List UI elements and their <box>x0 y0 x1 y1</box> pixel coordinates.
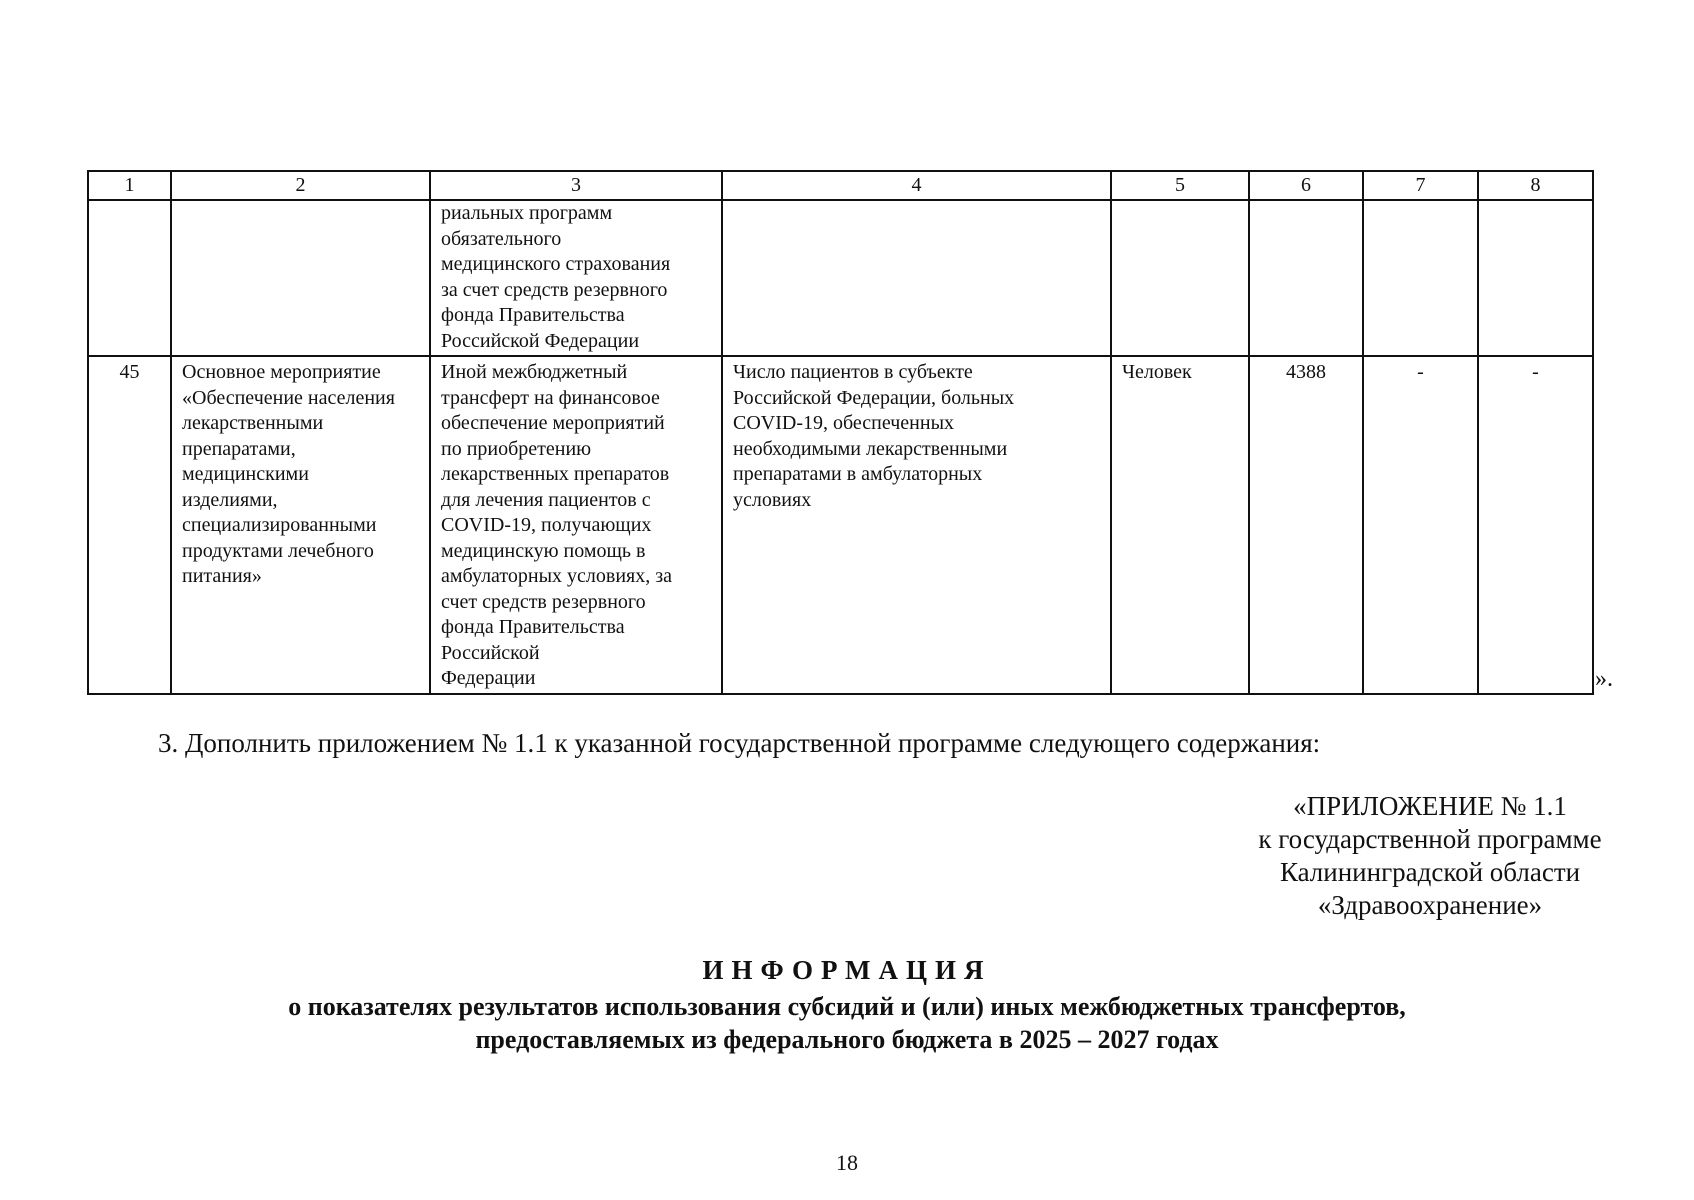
header-cell: 7 <box>1363 171 1478 200</box>
table-cell <box>1363 200 1478 356</box>
header-cell: 4 <box>722 171 1111 200</box>
table-cell <box>1478 200 1593 356</box>
info-title: ИНФОРМАЦИЯ <box>702 955 992 985</box>
appendix-line: «ПРИЛОЖЕНИЕ № 1.1 <box>1293 791 1567 821</box>
indicators-table <box>87 170 1594 695</box>
table-row <box>88 200 1593 356</box>
info-subtitle-line: о показателях результатов использования субсидий и (или) иных межбюджетных трансфертов, <box>288 992 1406 1021</box>
table-cell <box>171 200 430 356</box>
table-header-row <box>88 171 1593 200</box>
header-cell: 3 <box>430 171 722 200</box>
header-cell: 2 <box>171 171 430 200</box>
value-cell: - <box>1478 356 1593 694</box>
value-cell: 4388 <box>1249 356 1363 694</box>
value-cell: - <box>1363 356 1478 694</box>
info-subtitle-line: предоставляемых из федерального бюджета в 2025 – 2027 годах <box>475 1025 1219 1054</box>
unit-cell: Человек <box>1111 356 1249 694</box>
appendix-header <box>1200 790 1660 922</box>
closing-quote: ». <box>1595 666 1613 692</box>
header-cell: 8 <box>1478 171 1593 200</box>
table-row <box>88 356 1593 694</box>
transfer-cell: Иной межбюджетный трансферт на финансовое обеспечение мероприятий по приобретению лекарственных препаратов для лечения пациентов с COVID-19, получающих медицинскую помощь в амбулаторных условиях, за счет средств резервного фонда Правительства Российской Федерации <box>430 356 722 694</box>
indicator-cell: Число пациентов в субъекте Российской Федерации, больных COVID-19, обеспеченных необходимыми лекарственными препаратами в амбулаторных условиях <box>722 356 1111 694</box>
transfer-cell: риальных программ обязательного медицинского страхования за счет средств резервного фонда Правительства Российской Федерации <box>430 200 722 356</box>
table-cell <box>722 200 1111 356</box>
table-cell <box>1249 200 1363 356</box>
appendix-line: «Здравоохранение» <box>1317 890 1543 920</box>
table-cell <box>88 200 171 356</box>
paragraph-3: 3. Дополнить приложением № 1.1 к указанной государственной программе следующего содержания: <box>158 728 1321 758</box>
info-subtitle <box>0 990 1694 1056</box>
header-cell: 1 <box>88 171 171 200</box>
page-number: 18 <box>836 1150 858 1175</box>
event-cell: Основное мероприятие «Обеспечение населения лекарственными препаратами, медицинскими изделиями, специализированными продуктами лечебного питания» <box>171 356 430 694</box>
header-cell: 5 <box>1111 171 1249 200</box>
row-number-cell: 45 <box>88 356 171 694</box>
table-cell <box>1111 200 1249 356</box>
appendix-line: Калининградской области <box>1279 857 1581 887</box>
appendix-line: к государственной программе <box>1258 824 1602 854</box>
header-cell: 6 <box>1249 171 1363 200</box>
